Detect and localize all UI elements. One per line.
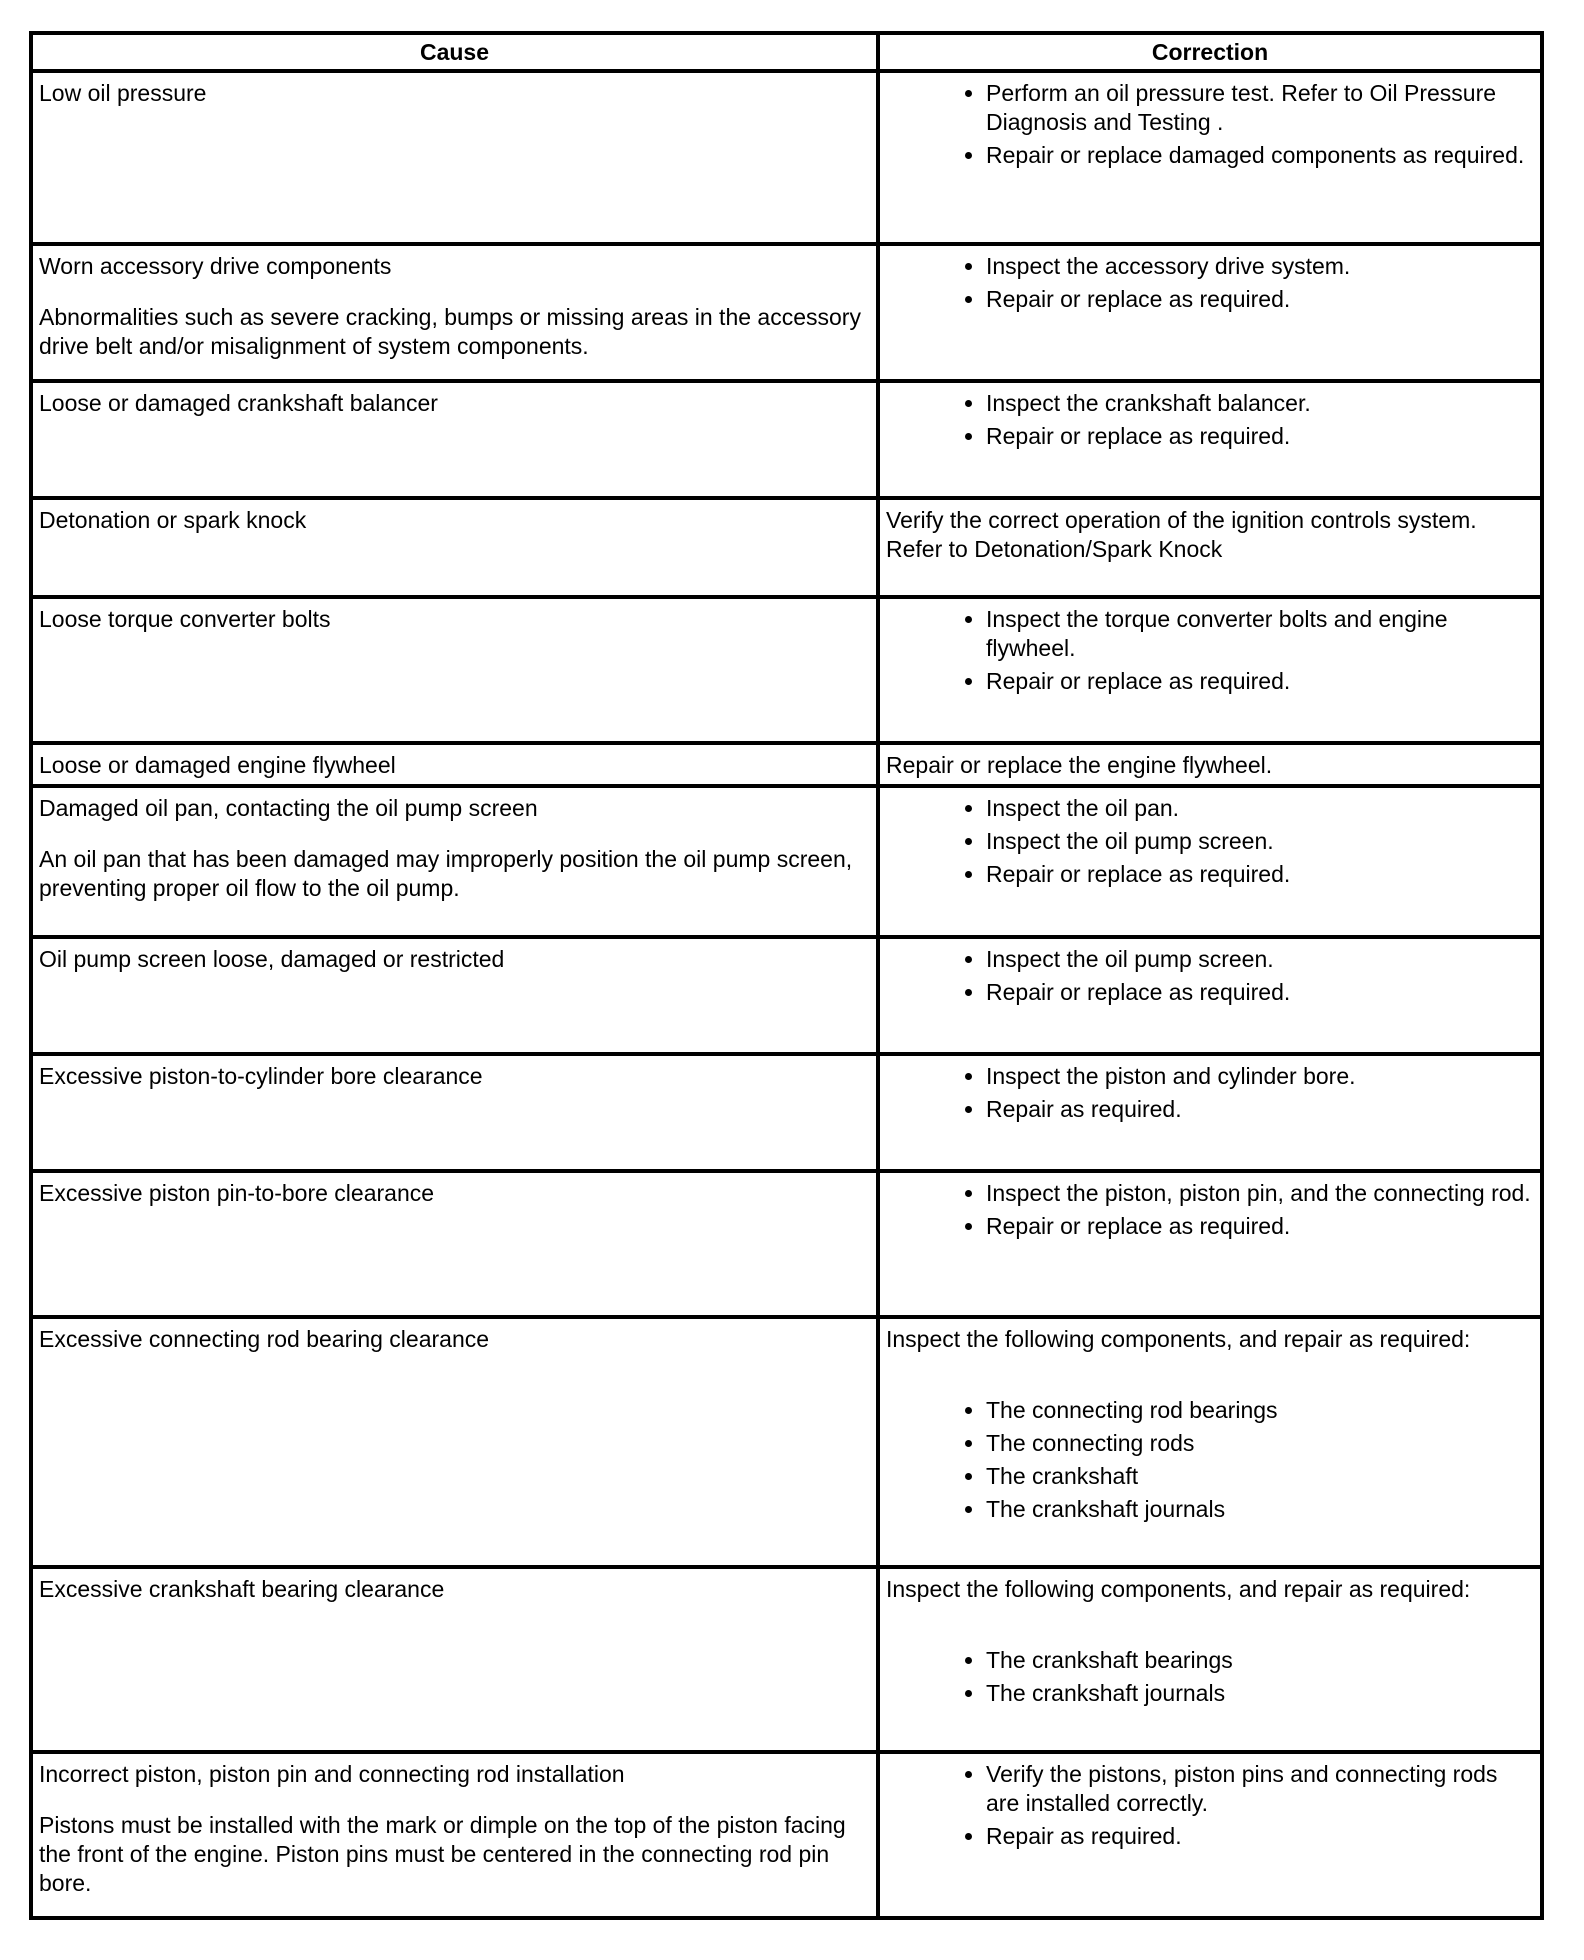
table-row (31, 1567, 1542, 1752)
cause-text: Incorrect piston, piston pin and connecting rod installation (39, 1761, 625, 1787)
correction-list (886, 1760, 1534, 1851)
correction-list (886, 1396, 1534, 1524)
cause-cell (31, 786, 878, 937)
cause-cell (31, 1567, 878, 1752)
correction-cell (878, 1752, 1542, 1918)
table-row (31, 1752, 1542, 1918)
cause-cell (31, 1317, 878, 1567)
table-row (31, 1171, 1542, 1317)
table-row (31, 498, 1542, 597)
correction-list (886, 252, 1534, 314)
cause-note: An oil pan that has been damaged may improperly position the oil pump screen, preventing proper oil flow to the oil pump. (39, 846, 853, 901)
diagnosis-table (29, 31, 1544, 1920)
cause-cell (31, 743, 878, 786)
correction-step: • Inspect the accessory drive system. (986, 252, 1534, 281)
table-row (31, 1317, 1542, 1567)
correction-text: Inspect the following components, and repair as required: (886, 1326, 1471, 1352)
cause-cell (31, 1752, 878, 1918)
correction-step: • The crankshaft journals (986, 1679, 1534, 1708)
correction-header: Correction (878, 33, 1542, 71)
table-row (31, 937, 1542, 1054)
correction-step: • Inspect the oil pump screen. (986, 827, 1534, 856)
correction-step: • Repair or replace as required. (986, 422, 1534, 451)
table-row (31, 71, 1542, 244)
correction-list (886, 389, 1534, 451)
correction-step: • The crankshaft bearings (986, 1646, 1534, 1675)
correction-step: • Inspect the torque converter bolts and engine flywheel. (986, 605, 1534, 663)
correction-cell (878, 597, 1542, 743)
cause-text: Loose torque converter bolts (39, 606, 331, 632)
correction-cell (878, 786, 1542, 937)
cause-text: Worn accessory drive components (39, 253, 392, 279)
correction-list (886, 605, 1534, 696)
correction-cell (878, 1317, 1542, 1567)
correction-cell (878, 498, 1542, 597)
correction-cell (878, 244, 1542, 381)
correction-cell (878, 1567, 1542, 1752)
cause-text: Low oil pressure (39, 80, 207, 106)
cause-cell (31, 597, 878, 743)
correction-step: • Repair or replace as required. (986, 285, 1534, 314)
correction-step: • Perform an oil pressure test. Refer to Oil Pressure Diagnosis and Testing . (986, 79, 1534, 137)
correction-step: • Inspect the piston and cylinder bore. (986, 1062, 1534, 1091)
correction-text: Verify the correct operation of the ignition controls system. Refer to Detonation/Spark Knock (886, 507, 1477, 562)
cause-cell (31, 498, 878, 597)
cause-note: Pistons must be installed with the mark or dimple on the top of the piston facing the front of the engine. Piston pins must be centered in the connecting rod pin bore. (39, 1812, 846, 1896)
cause-cell (31, 381, 878, 498)
correction-cell (878, 1054, 1542, 1171)
correction-step: • The crankshaft journals (986, 1495, 1534, 1524)
correction-cell (878, 937, 1542, 1054)
correction-step: • Repair or replace damaged components as required. (986, 141, 1534, 170)
cause-text: Damaged oil pan, contacting the oil pump screen (39, 795, 538, 821)
correction-step: • Repair as required. (986, 1822, 1534, 1851)
correction-step: • Inspect the oil pump screen. (986, 945, 1534, 974)
correction-step: • Repair or replace as required. (986, 978, 1534, 1007)
table-row (31, 743, 1542, 786)
table-row (31, 597, 1542, 743)
correction-list (886, 1179, 1534, 1241)
correction-list (886, 794, 1534, 889)
correction-cell (878, 1171, 1542, 1317)
correction-list (886, 1646, 1534, 1708)
table-row (31, 786, 1542, 937)
cause-cell (31, 937, 878, 1054)
cause-cell (31, 1054, 878, 1171)
cause-text: Excessive piston pin-to-bore clearance (39, 1180, 435, 1206)
cause-cell (31, 71, 878, 244)
correction-text: Repair or replace the engine flywheel. (886, 752, 1273, 778)
correction-cell (878, 381, 1542, 498)
correction-step: • Repair as required. (986, 1095, 1534, 1124)
correction-step: • The connecting rod bearings (986, 1396, 1534, 1425)
cause-cell (31, 1171, 878, 1317)
correction-step: • Verify the pistons, piston pins and connecting rods are installed correctly. (986, 1760, 1534, 1818)
correction-cell (878, 743, 1542, 786)
table-row (31, 381, 1542, 498)
table-row (31, 1054, 1542, 1171)
cause-cell (31, 244, 878, 381)
correction-step: • Repair or replace as required. (986, 667, 1534, 696)
correction-step: • Repair or replace as required. (986, 860, 1534, 889)
correction-text: Inspect the following components, and repair as required: (886, 1576, 1471, 1602)
correction-step: • Inspect the crankshaft balancer. (986, 389, 1534, 418)
cause-text: Detonation or spark knock (39, 507, 307, 533)
cause-header: Cause (31, 33, 878, 71)
correction-list (886, 1062, 1534, 1124)
cause-text: Loose or damaged engine flywheel (39, 752, 396, 778)
correction-step: • Inspect the oil pan. (986, 794, 1534, 823)
correction-list (886, 945, 1534, 1007)
correction-step: • Repair or replace as required. (986, 1212, 1534, 1241)
header-row (31, 33, 1542, 71)
table-body (31, 71, 1542, 1918)
cause-text: Oil pump screen loose, damaged or restricted (39, 946, 505, 972)
correction-step: • The crankshaft (986, 1462, 1534, 1491)
cause-note: Abnormalities such as severe cracking, bumps or missing areas in the accessory drive belt and/or misalignment of system components. (39, 304, 861, 359)
cause-text: Excessive crankshaft bearing clearance (39, 1576, 445, 1602)
correction-cell (878, 71, 1542, 244)
correction-step: • Inspect the piston, piston pin, and the connecting rod. (986, 1179, 1534, 1208)
correction-step: • The connecting rods (986, 1429, 1534, 1458)
table-row (31, 244, 1542, 381)
cause-text: Excessive piston-to-cylinder bore clearance (39, 1063, 483, 1089)
correction-list (886, 79, 1534, 170)
cause-text: Excessive connecting rod bearing clearance (39, 1326, 490, 1352)
cause-text: Loose or damaged crankshaft balancer (39, 390, 438, 416)
